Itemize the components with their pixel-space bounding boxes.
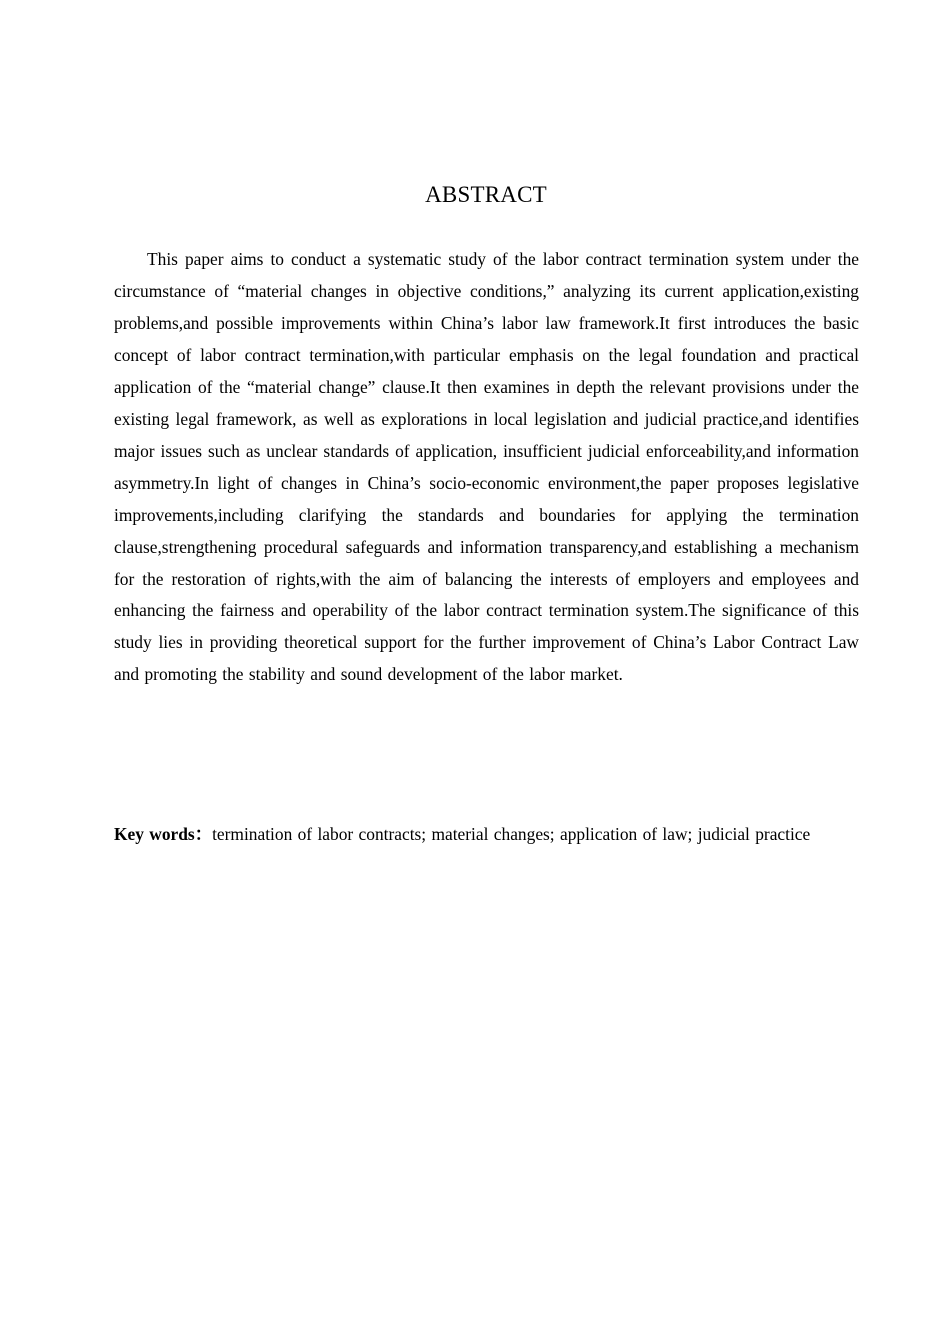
keywords-text: termination of labor contracts; material changes; application of law; judicial practice [212,824,811,844]
abstract-title: ABSTRACT [425,182,547,207]
keywords-line [114,819,859,851]
keywords-label: Key words： [114,824,213,844]
abstract-paragraph: This paper aims to conduct a systematic study of the labor contract termination system under the circumstance of “material changes in objective conditions,” analyzing its current application,existing problems,and possible improvements within China’s labor law framework.It first introduces the basic concept of labor contract termination,with particular emphasis on the legal foundation and practical application of the “material change” clause.It then examines in depth the relevant provisions under the existing legal framework, as well as explorations in local legislation and judicial practice,and identifies major issues such as unclear standards of application, insufficient judicial enforceability,and information asymmetry.In light of changes in China’s socio-economic environment,the paper proposes legislative improvements,including clarifying the standards and boundaries for applying the termination clause,strengthening procedural safeguards and information transparency,and establishing a mechanism for the restoration of rights,with the aim of balancing the interests of employers and employees and enhancing the fairness and operability of the labor contract termination system.The significance of this study lies in providing theoretical support for the further improvement of China’s Labor Contract Law and promoting the stability and sound development of the labor market. [114,249,859,685]
